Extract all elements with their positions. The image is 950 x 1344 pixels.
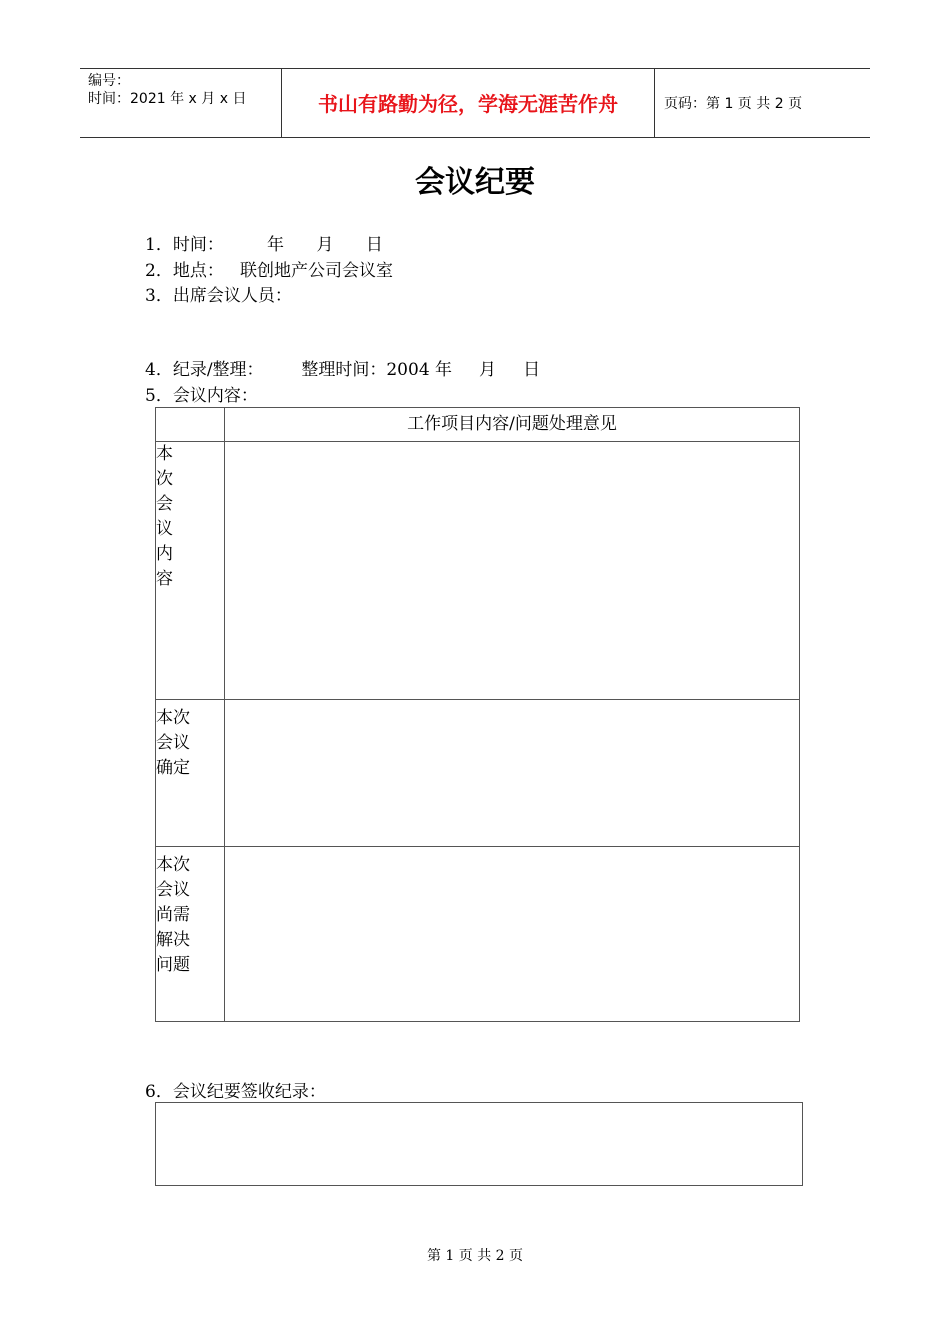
row-label-line: 次 (156, 469, 173, 489)
table-column-header: 工作项目内容/问题处理意见 (225, 408, 800, 442)
header-motto-cell (281, 69, 655, 137)
field-attendees: 3．出席会议人员： (145, 286, 292, 306)
table-header-row (156, 408, 800, 442)
row-content-open-issues[interactable] (225, 847, 800, 1022)
row-content-decisions[interactable] (225, 700, 800, 847)
page-footer: 第 1 页 共 2 页 (426, 1248, 524, 1264)
field-location: 2．地点： 联创地产公司会议室 (145, 261, 394, 281)
row-label-line: 本次 (156, 855, 190, 875)
row-label-line: 容 (156, 569, 173, 589)
row-label-line: 会议 (156, 880, 190, 900)
row-label-decisions (156, 700, 225, 847)
field-time: 1．时间： 年 月 日 (145, 235, 383, 255)
row-label-line: 会 (156, 494, 173, 514)
row-label-line: 解决 (156, 930, 190, 950)
document-header (80, 68, 870, 138)
table-corner-cell (156, 408, 225, 442)
table-row (156, 847, 800, 1022)
signoff-box[interactable] (155, 1102, 803, 1186)
field-recorder: 4．纪录/整理： 整理时间：2004 年 月 日 (145, 360, 541, 380)
row-label-line: 问题 (156, 955, 190, 975)
field-content-heading: 5．会议内容： (145, 386, 258, 406)
header-motto: 书山有路勤为径，学海无涯苦作舟 (318, 92, 618, 116)
table-row (156, 700, 800, 847)
row-label-line: 议 (156, 519, 173, 539)
header-code-label: 编号： (88, 73, 130, 89)
header-time-label: 时间：2021 年 x 月 x 日 (88, 91, 247, 107)
header-meta-cell (80, 69, 281, 137)
row-label-line: 会议 (156, 733, 190, 753)
table-row (156, 442, 800, 700)
document-title: 会议纪要 (415, 165, 535, 200)
row-label-line: 本 (156, 444, 173, 464)
row-label-open-issues (156, 847, 225, 1022)
signoff-heading: 6．会议纪要签收纪录： (145, 1082, 326, 1102)
row-label-line: 确定 (156, 758, 190, 778)
row-label-line: 内 (156, 544, 173, 564)
row-label-meeting-content (156, 442, 225, 700)
row-label-line: 本次 (156, 708, 190, 728)
meeting-content-table (155, 407, 800, 1022)
header-page-label: 页码：第 1 页 共 2 页 (664, 96, 803, 112)
row-label-line: 尚需 (156, 905, 190, 925)
header-page-cell (655, 69, 870, 137)
row-content-meeting-content[interactable] (225, 442, 800, 700)
